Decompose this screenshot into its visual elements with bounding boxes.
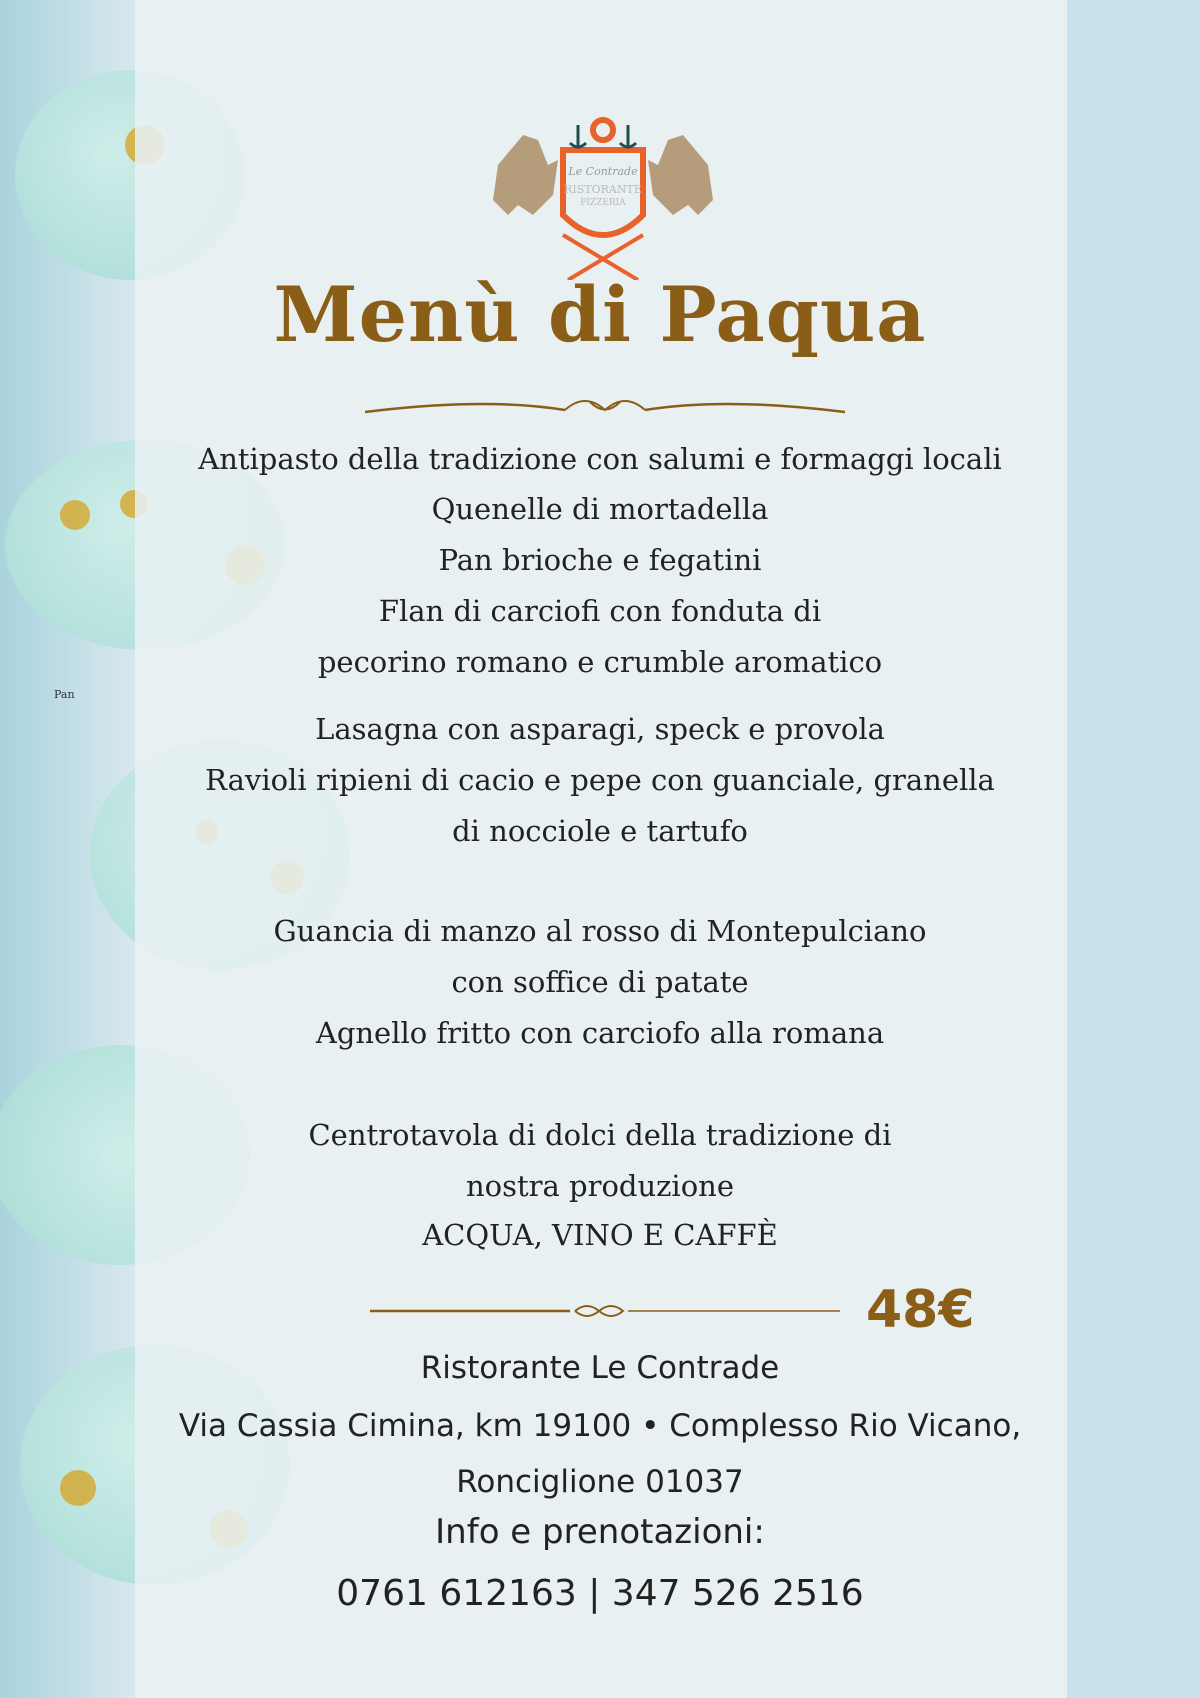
menu-item: Antipasto della tradizione con salumi e formaggi locali	[198, 442, 1002, 476]
address: Via Cassia Cimina, km 19100 • Complesso Rio Vicano,	[178, 1408, 1022, 1444]
menu-item: ACQUA, VINO E CAFFÈ	[422, 1218, 778, 1252]
logo-line2: PIZZERIA	[580, 198, 626, 208]
page-title: Menù di Paqua	[273, 270, 927, 359]
logo-line1: RISTORANTE	[564, 183, 642, 196]
logo-script: Le Contrade	[568, 165, 638, 178]
price: 48€	[866, 1280, 975, 1340]
menu-item: Pan brioche e fegatini	[438, 543, 762, 577]
menu-item: Agnello fritto con carciofo alla romana	[315, 1016, 885, 1050]
menu-item: pecorino romano e crumble aromatico	[317, 645, 883, 679]
menu-item: di nocciole e tartufo	[452, 814, 748, 848]
city: Ronciglione 01037	[456, 1464, 744, 1500]
info-label: Info e prenotazioni:	[435, 1512, 765, 1552]
phone-numbers[interactable]: 0761 612163 | 347 526 2516	[336, 1573, 864, 1614]
menu-item: Centrotavola di dolci della tradizione di	[308, 1118, 892, 1152]
stray-text: Pan	[54, 688, 75, 701]
menu-item: Quenelle di mortadella	[431, 492, 769, 526]
menu-item: Guancia di manzo al rosso di Montepulciano	[273, 914, 927, 948]
price-divider	[370, 1300, 840, 1322]
menu-item: nostra produzione	[465, 1169, 735, 1203]
restaurant-name: Ristorante Le Contrade	[420, 1350, 780, 1386]
restaurant-logo	[478, 105, 728, 280]
menu-item: con soffice di patate	[451, 965, 749, 999]
menu-item: Lasagna con asparagi, speck e provola	[315, 712, 885, 746]
menu-item: Ravioli ripieni di cacio e pepe con guanciale, granella	[205, 763, 995, 797]
title-ornament	[365, 392, 845, 422]
menu-item: Flan di carciofi con fonduta di	[378, 594, 822, 628]
